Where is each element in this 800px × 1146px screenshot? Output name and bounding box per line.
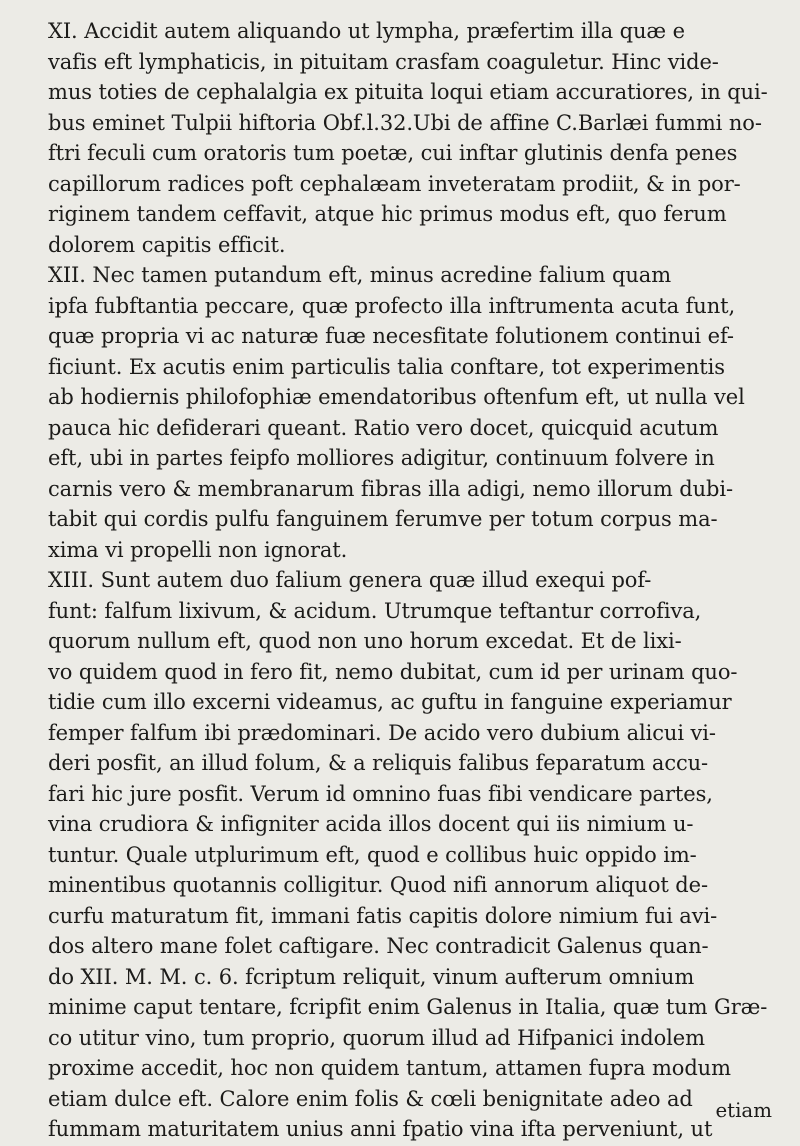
text-line: deri posfit, an illud folum, & a reliquis falibus feparatum accu- [48,751,709,775]
text-line: capillorum radices poft cephalæam inveteratam prodiit, & in por- [48,171,741,196]
body-text [48,16,772,1145]
text-line: pauca hic defiderari queant. Ratio vero docet, quicquid acutum [48,415,719,440]
catchword: etiam [715,1099,772,1122]
text-line: ftri feculi cum oratoris tum poetæ, cui inftar glutinis denfa penes [48,141,738,165]
text-line: quorum nullum eft, quod non uno horum excedat. Et de lixi- [48,629,682,653]
text-line: tabit qui cordis pulfu fanguinem ferumve per totum corpus ma- [48,507,718,531]
text-line: vina crudiora & infigniter acida illos docent qui iis nimium u- [48,812,694,836]
text-line: xima vi propelli non ignorat. [48,537,348,562]
text-line: funt: falfum lixivum, & acidum. Utrumque teftantur corrofiva, [48,598,702,623]
text-line: vafis eft lymphaticis, in pituitam crasfam coaguletur. Hinc vide- [48,49,719,74]
text-line: mus toties de cephalalgia ex pituita loqui etiam accuratiores, in qui- [48,80,768,104]
text-line: minime caput tentare, fcripfit enim Galenus in Italia, quæ tum Græ- [48,995,768,1019]
text-line: bus eminet Tulpii hiftoria Obf.l.32.Ubi de affine C.Barlæi fummi no- [48,110,762,135]
text-line: carnis vero & membranarum fibras illa adigi, nemo illorum dubi- [48,476,734,501]
text-line: XIII. Sunt autem duo falium genera quæ illud exequi pof- [48,568,652,592]
text-line: riginem tandem ceffavit, atque hic primus modus eft, quo ferum [48,202,727,226]
text-line: dolorem capitis efficit. [48,232,286,257]
text-line: eft, ubi in partes feipfo molliores adigitur, continuum folvere in [48,446,715,470]
text-line: ipfa fubftantia peccare, quæ profecto illa inftrumenta acuta funt, [48,293,736,318]
text-line: curfu maturatum fit, immani fatis capitis dolore nimium fui avi- [48,903,718,928]
text-line: XI. Accidit autem aliquando ut lympha, præfertim illa quæ e [48,19,685,43]
text-line: tidie cum illo excerni videamus, ac guftu in fanguine experiamur [48,690,732,714]
text-line: ab hodiernis philofophiæ emendatoribus oftenfum eft, ut nulla vel [48,385,745,409]
text-line: minentibus quotannis colligitur. Quod nifi annorum aliquot de- [48,873,708,897]
text-line: do XII. M. M. c. 6. fcriptum reliquit, vinum aufterum omnium [48,964,695,989]
text-line: dos altero mane folet caftigare. Nec contradicit Galenus quan- [48,934,709,958]
text-line: fummam maturitatem unius anni fpatio vina ifta perveniunt, ut [48,1117,713,1141]
text-line: fari hic jure posfit. Verum id omnino fuas fibi vendicare partes, [48,781,713,806]
text-line: proxime accedit, hoc non quidem tantum, attamen fupra modum [48,1056,731,1080]
text-line: quæ propria vi ac naturæ fuæ necesfitate folutionem continui ef- [48,324,734,348]
text-line: ficiunt. Ex acutis enim particulis talia conftare, tot experimentis [48,354,725,379]
text-line: co utitur vino, tum proprio, quorum illud ad Hifpanici indolem [48,1025,705,1050]
text-line: vo quidem quod in fero fit, nemo dubitat, cum id per urinam quo- [48,659,738,684]
text-line: tuntur. Quale utplurimum eft, quod e collibus huic oppido im- [48,842,697,867]
text-line: femper falfum ibi prædominari. De acido vero dubium alicui vi- [48,720,716,745]
text-line: XII. Nec tamen putandum eft, minus acredine falium quam [48,263,672,287]
text-line: etiam dulce eft. Calore enim folis & cœli benignitate adeo ad [48,1086,693,1111]
